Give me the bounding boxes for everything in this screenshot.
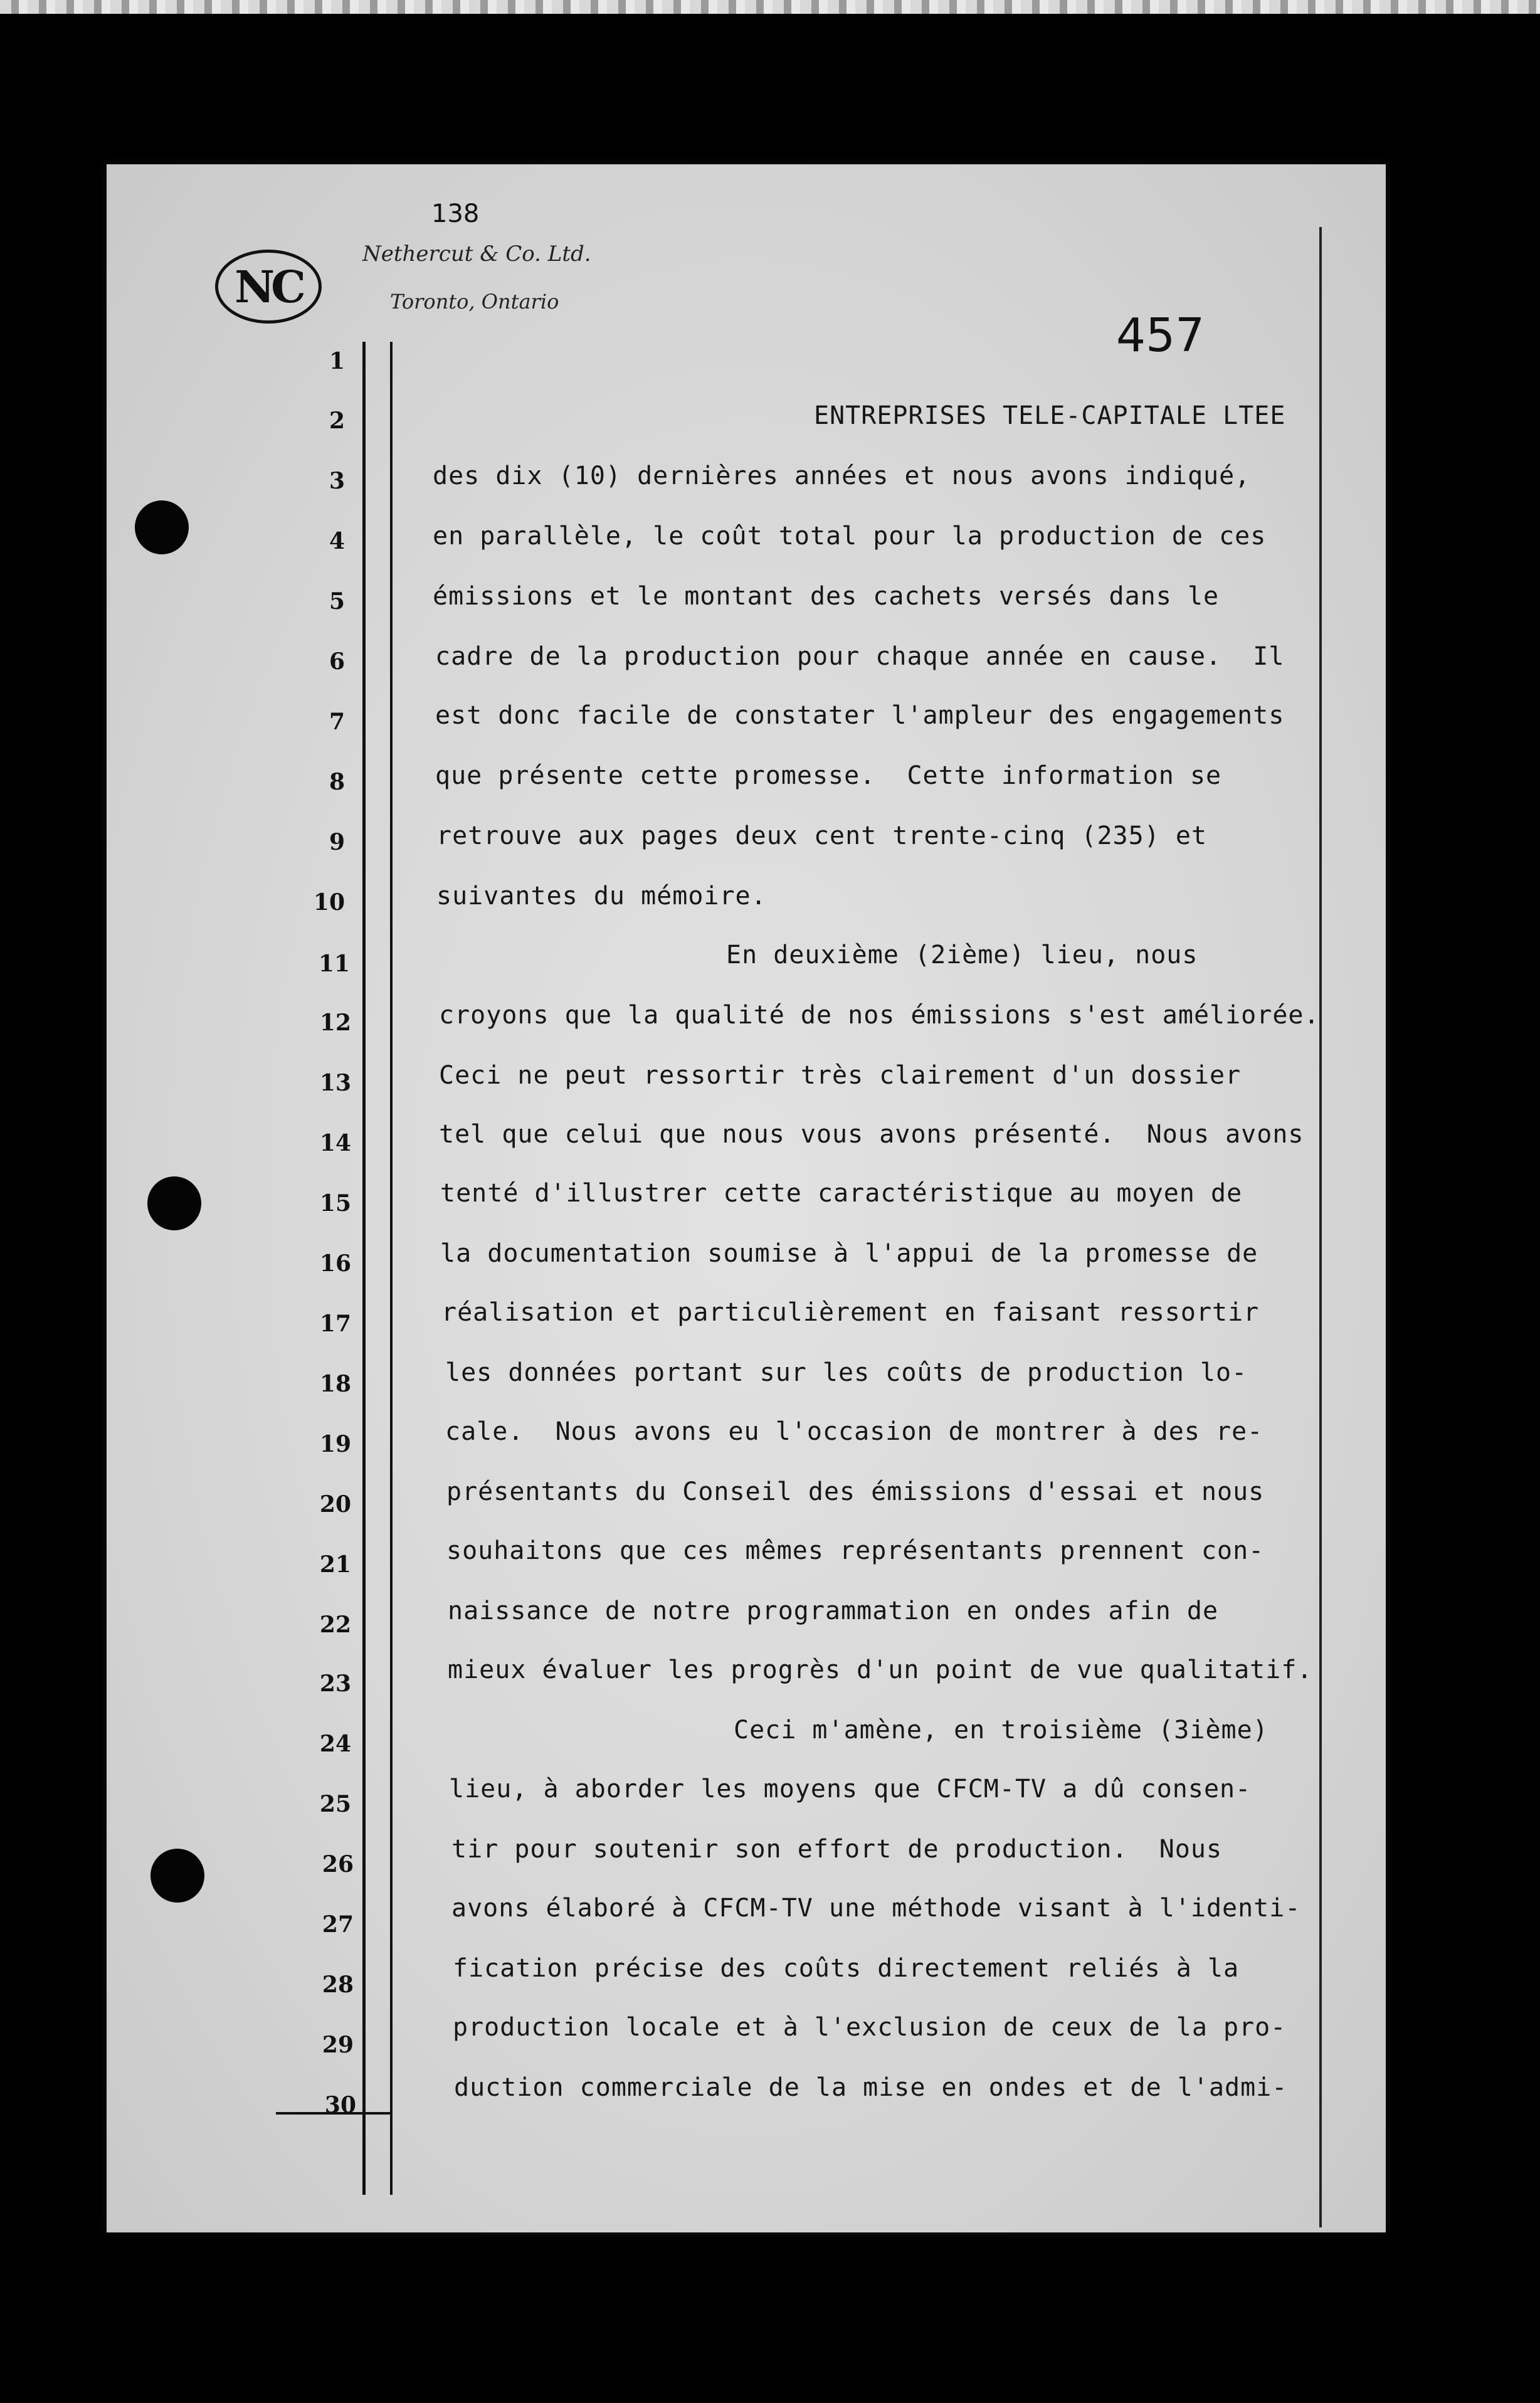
binder-hole (135, 500, 189, 554)
line-number: 5 (329, 588, 345, 615)
transcript-line: lieu, à aborder les moyens que CFCM-TV a dû consen- (449, 1775, 1252, 1804)
transcript-line: émissions et le montant des cachets versés dans le (433, 582, 1220, 611)
line-number: 13 (319, 1070, 351, 1096)
transcript-line: tir pour soutenir son effort de production. Nous (451, 1835, 1223, 1864)
transcript-line: croyons que la qualité de nos émissions s'est améliorée. (439, 1001, 1320, 1030)
line-number: 2 (329, 408, 345, 434)
line-number: 28 (322, 1972, 354, 1998)
line-number: 1 (329, 348, 345, 374)
line-number: 17 (319, 1311, 351, 1337)
transcript-line: avons élaboré à CFCM-TV une méthode visant à l'identi- (451, 1894, 1301, 1923)
transcript-line: en parallèle, le coût total pour la production de ces (433, 522, 1267, 551)
transcript-line: la documentation soumise à l'appui de la promesse de (440, 1239, 1258, 1268)
transcript-line: fication précise des coûts directement reliés à la (453, 1954, 1240, 1983)
transcript-line: naissance de notre programmation en ondes afin de (448, 1597, 1219, 1625)
line-number: 11 (318, 951, 350, 977)
line-number: 24 (319, 1731, 351, 1757)
transcript-line: les données portant sur les coûts de production lo- (445, 1358, 1248, 1387)
right-margin-rule (1319, 227, 1322, 2227)
left-margin-rule-inner (390, 342, 393, 2195)
line-number: 26 (322, 1851, 354, 1878)
line-number: 4 (329, 528, 345, 554)
transcript-line: cadre de la production pour chaque année en cause. Il (435, 642, 1285, 671)
transcript-line: Ceci m'amène, en troisième (3ième) (734, 1716, 1268, 1745)
transcript-page-number: 457 (1116, 309, 1205, 362)
transcript-line: tel que celui que nous vous avons présenté. Nous avons (439, 1120, 1304, 1149)
printer-name: Nethercut & Co. Ltd. (362, 241, 591, 267)
line-number: 19 (319, 1431, 351, 1457)
transcript-line: que présente cette promesse. Cette information se (435, 761, 1222, 790)
line-number: 29 (322, 2032, 354, 2058)
transcript-line: retrouve aux pages deux cent trente-cinq (235) et (436, 821, 1208, 850)
transcript-line: production locale et à l'exclusion de ceux de la pro- (453, 2013, 1287, 2042)
transcript-line: tenté d'illustrer cette caractéristique au moyen de (440, 1179, 1243, 1208)
line-number: 3 (329, 468, 345, 494)
printer-city: Toronto, Ontario (390, 290, 559, 314)
transcript-line: réalisation et particulièrement en faisant ressortir (441, 1298, 1260, 1327)
line-number: 6 (329, 648, 345, 675)
line-number: 9 (329, 829, 345, 855)
line-number: 12 (319, 1010, 351, 1036)
transcript-line: cale. Nous avons eu l'occasion de montrer à des re- (445, 1417, 1263, 1446)
binder-hole (150, 1849, 204, 1903)
line-number: 25 (319, 1791, 351, 1817)
line-number: 10 (313, 889, 345, 916)
line-number: 21 (319, 1551, 351, 1578)
line-number: 22 (319, 1612, 351, 1638)
line-number: 15 (319, 1190, 351, 1217)
court-reporter-logo: NC (215, 250, 322, 324)
transcript-line: est donc facile de constater l'ampleur des engagements (435, 701, 1285, 730)
printer-page-number: 138 (431, 199, 480, 228)
transcript-line: mieux évaluer les progrès d'un point de vue qualitatif. (448, 1656, 1313, 1684)
transcript-line: Ceci ne peut ressortir très clairement d'un dossier (439, 1061, 1242, 1090)
transcript-line: En deuxième (2ième) lieu, nous (726, 941, 1198, 969)
line-number: 8 (329, 769, 345, 795)
transcript-line: des dix (10) dernières années et nous avons indiqué, (433, 462, 1251, 490)
left-margin-rule (362, 342, 366, 2195)
line-number: 27 (322, 1911, 354, 1938)
line-number: 18 (319, 1371, 351, 1397)
line-number: 23 (319, 1671, 351, 1697)
transcript-line: présentants du Conseil des émissions d'essai et nous (446, 1477, 1265, 1506)
binder-hole (147, 1176, 201, 1230)
line-number: 7 (329, 709, 345, 735)
transcript-line: suivantes du mémoire. (436, 882, 767, 911)
line-number: 16 (319, 1250, 351, 1277)
transcript-line: duction commerciale de la mise en ondes et de l'admi- (454, 2073, 1288, 2102)
transcript-line: souhaitons que ces mêmes représentants prennent con- (446, 1536, 1265, 1565)
transcript-heading: ENTREPRISES TELE-CAPITALE LTEE (814, 401, 1286, 430)
line-number: 20 (319, 1491, 351, 1518)
line-number: 14 (319, 1130, 351, 1156)
film-edge (0, 0, 1540, 14)
line-number: 30 (324, 2092, 356, 2118)
